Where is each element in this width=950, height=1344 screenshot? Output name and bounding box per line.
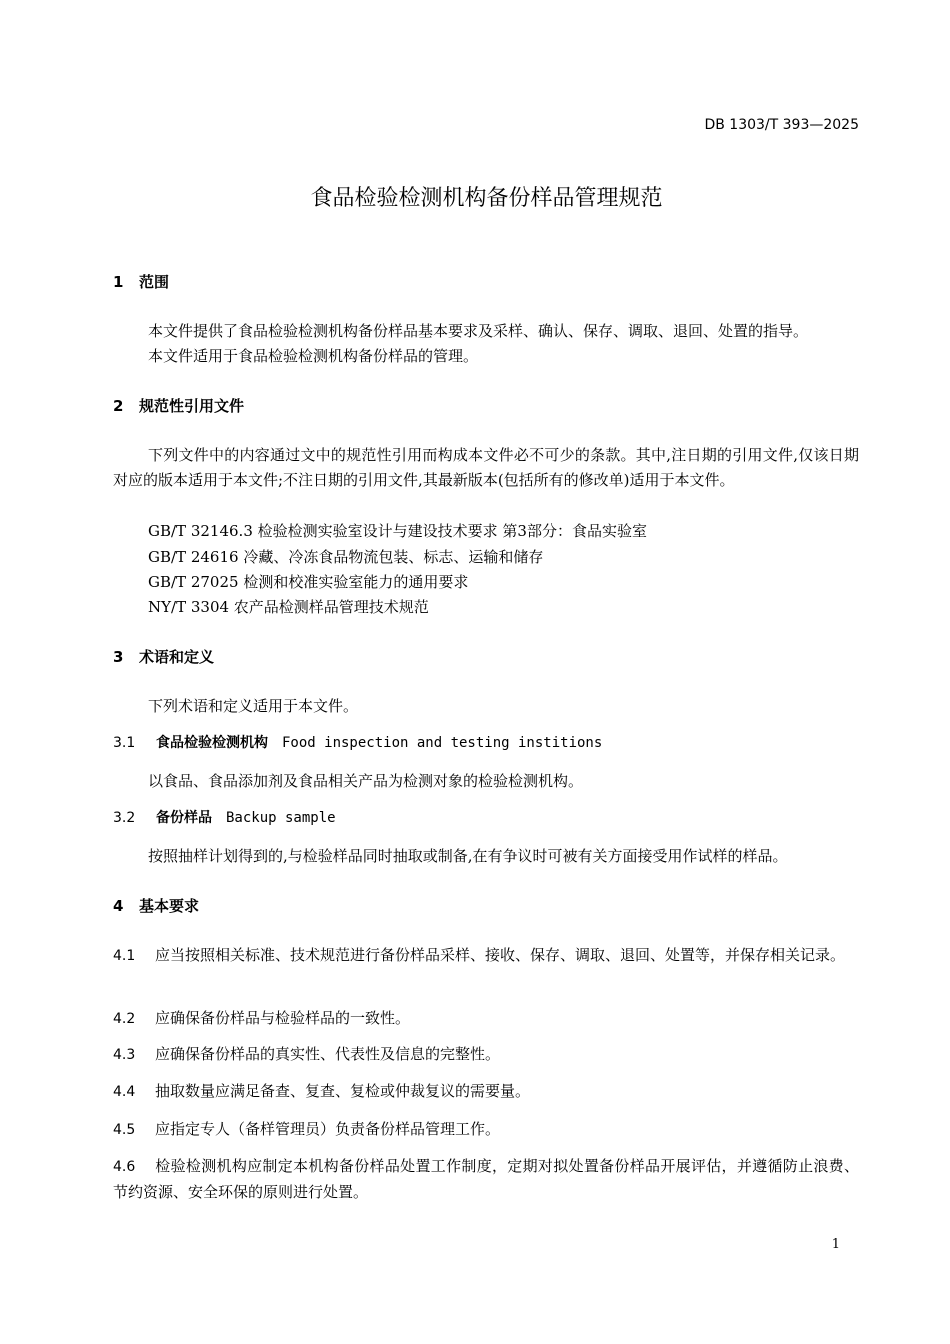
- section-number: 1: [113, 273, 124, 291]
- page-number: 1: [831, 1237, 840, 1252]
- item-text: 应确保备份样品与检验样品的一致性。: [155, 1009, 411, 1027]
- section-title: 范围: [139, 273, 170, 291]
- item-number: 4.3: [113, 1047, 136, 1063]
- reference-item: GB/T 27025 检测和校准实验室能力的通用要求: [148, 573, 469, 591]
- item-number: 4.5: [113, 1122, 136, 1138]
- term-number: 3.1: [113, 735, 136, 751]
- requirement-item: [113, 943, 859, 969]
- item-number: 4.1: [113, 948, 136, 964]
- requirement-item: [113, 1006, 859, 1032]
- section-2-heading: [113, 394, 244, 419]
- paragraph: 本文件适用于食品检验检测机构备份样品的管理。: [148, 347, 479, 365]
- paragraph: 下列文件中的内容通过文中的规范性引用而构成本文件必不可少的条款。其中,注日期的引用文件,仅该日期对应的版本适用于本文件;不注日期的引用文件,其最新版本(包括所有的修改单)适用于本文件。: [113, 446, 859, 489]
- term-number: 3.2: [113, 810, 136, 826]
- paragraph: 下列术语和定义适用于本文件。: [148, 697, 359, 715]
- term-chinese: 备份样品: [156, 810, 212, 826]
- reference-item: GB/T 32146.3 检验检测实验室设计与建设技术要求 第3部分：食品实验室: [148, 522, 647, 540]
- term-definition: 按照抽样计划得到的,与检验样品同时抽取或制备,在有争议时可被有关方面接受用作试样的样品。: [148, 847, 788, 865]
- requirement-item: [113, 1154, 859, 1205]
- document-title: 食品检验检测机构备份样品管理规范: [310, 186, 663, 211]
- item-text: 应确保备份样品的真实性、代表性及信息的完整性。: [155, 1045, 501, 1063]
- section-number: 2: [113, 397, 124, 415]
- reference-item: GB/T 24616 冷藏、冷冻食品物流包装、标志、运输和储存: [148, 548, 544, 566]
- requirement-item: [113, 1117, 859, 1143]
- paragraph: 本文件提供了食品检验检测机构备份样品基本要求及采样、确认、保存、调取、退回、处置的指导。: [148, 322, 809, 340]
- term-chinese: 食品检验检测机构: [156, 735, 268, 751]
- requirement-item: [113, 1042, 859, 1068]
- section-1-heading: [113, 270, 169, 295]
- section-title: 基本要求: [139, 897, 200, 915]
- reference-item: NY/T 3304 农产品检测样品管理技术规范: [148, 598, 429, 616]
- term-definition: 以食品、食品添加剂及食品相关产品为检测对象的检验检测机构。: [148, 772, 584, 790]
- section-4-heading: [113, 894, 199, 919]
- item-text: 应当按照相关标准、技术规范进行备份样品采样、接收、保存、调取、退回、处置等，并保存相关记录。: [155, 946, 846, 964]
- section-number: 3: [113, 648, 124, 666]
- item-number: 4.6: [113, 1159, 136, 1175]
- item-text: 抽取数量应满足备查、复查、复检或仲裁复议的需要量。: [155, 1082, 531, 1100]
- term-3-2-heading: [113, 806, 336, 831]
- document-number: DB 1303/T 393—2025: [704, 117, 859, 133]
- term-english: Backup sample: [226, 810, 336, 826]
- term-english: Food inspection and testing institions: [282, 735, 603, 751]
- item-text: 检验检测机构应制定本机构备份样品处置工作制度，定期对拟处置备份样品开展评估，并遵循防止浪费、节约资源、安全环保的原则进行处置。: [113, 1157, 859, 1201]
- section-title: 规范性引用文件: [139, 397, 245, 415]
- item-text: 应指定专人（备样管理员）负责备份样品管理工作。: [155, 1120, 501, 1138]
- section-3-heading: [113, 645, 214, 670]
- requirement-item: [113, 1079, 859, 1105]
- section-title: 术语和定义: [139, 648, 215, 666]
- item-number: 4.2: [113, 1011, 136, 1027]
- term-3-1-heading: [113, 731, 602, 756]
- section-number: 4: [113, 897, 124, 915]
- item-number: 4.4: [113, 1084, 136, 1100]
